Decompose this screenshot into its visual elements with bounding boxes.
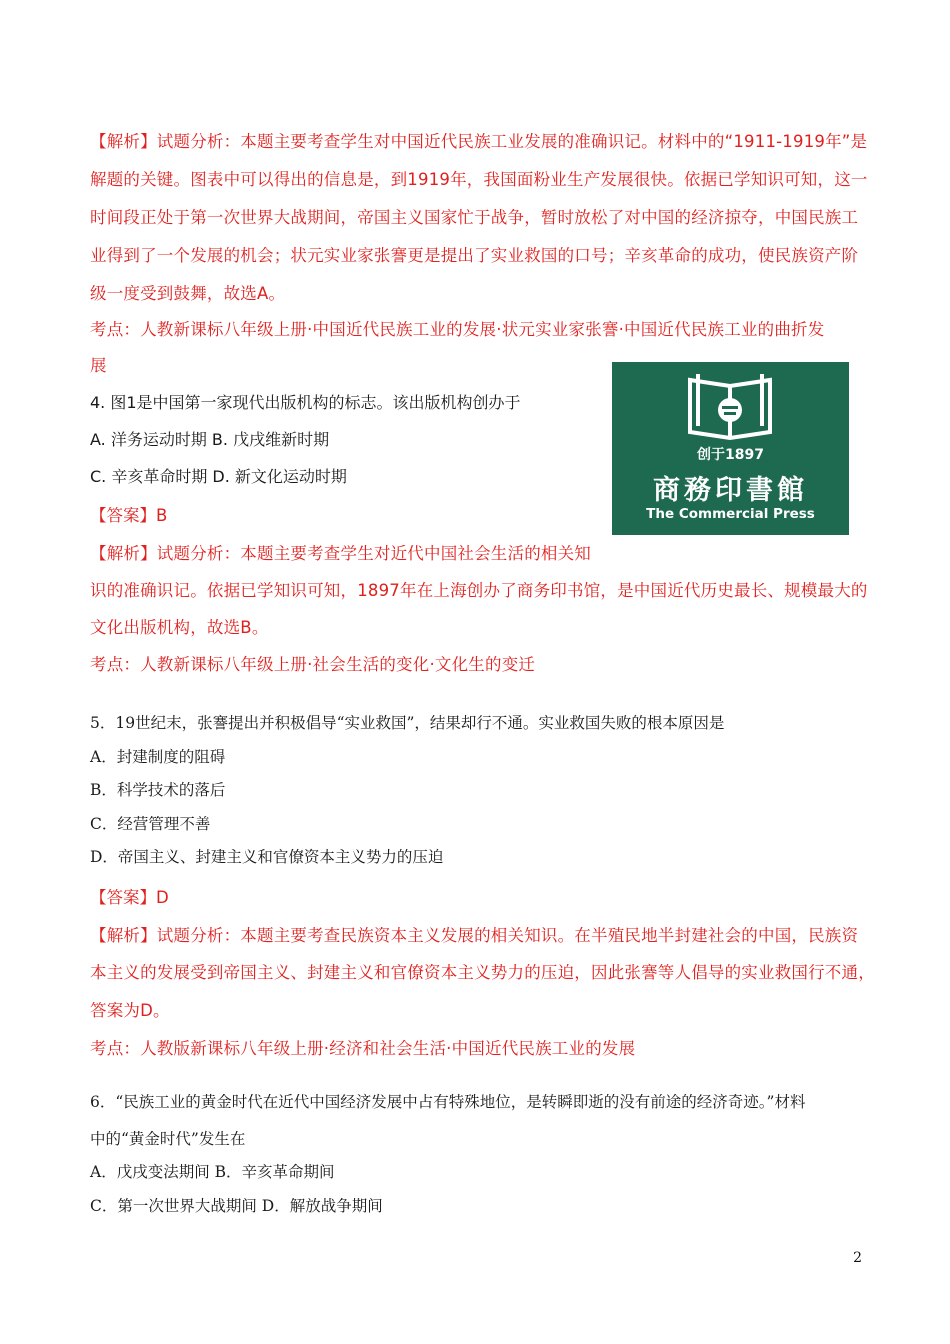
q5-option-a: A．封建制度的阻碍 [90,748,226,766]
logo-english-name: The Commercial Press [646,506,815,522]
q5-analysis-line-2: 本主义的发展受到帝国主义、封建主义和官僚资本主义势力的压迫，因此张謇等人倡导的实业救国行不通， [90,963,875,982]
q5-answer: 【答案】D [90,888,169,907]
commercial-press-logo [612,362,849,535]
q5-option-d: D．帝国主义、封建主义和官僚资本主义势力的压迫 [90,848,444,866]
q5-kaodian: 考点：人教版新课标八年级上册·经济和社会生活·中国近代民族工业的发展 [90,1039,636,1058]
q5-analysis-line-1: 【解析】试题分析：本题主要考查民族资本主义发展的相关知识。在半殖民地半封建社会的中国，民族资 [90,926,859,945]
q6-options-cd: C．第一次世界大战期间 D．解放战争期间 [90,1197,383,1215]
q4-options-ab: A. 洋务运动时期 B. 戊戌维新时期 [90,430,330,449]
q3-analysis-line-1: 【解析】试题分析：本题主要考查学生对中国近代民族工业发展的准确识记。材料中的“1911-1919年”是 [90,132,868,151]
q3-analysis-line-2: 解题的关键。图表中可以得出的信息是，到1919年，我国面粉业生产发展很快。依据已学知识可知，这一 [90,170,868,189]
q3-analysis-line-5: 级一度受到鼓舞，故选A。 [90,284,286,303]
q5-option-c: C．经营管理不善 [90,815,211,833]
q6-options-ab: A．戊戌变法期间 B．辛亥革命期间 [90,1163,335,1181]
q4-question: 4. 图1是中国第一家现代出版机构的标志。该出版机构创办于 [90,393,521,412]
q4-analysis-line-1: 【解析】试题分析：本题主要考查学生对近代中国社会生活的相关知 [90,544,591,563]
q4-options-cd: C. 辛亥革命时期 D. 新文化运动时期 [90,467,347,486]
logo-founded-text: 创于1897 [697,447,764,463]
q3-analysis-line-4: 业得到了一个发展的机会；状元实业家张謇更是提出了实业救国的口号；辛亥革命的成功，使民族资产阶 [90,246,859,265]
q3-kaodian-line-2: 展 [90,356,107,375]
q3-kaodian-line-1: 考点：人教新课标八年级上册·中国近代民族工业的发展·状元实业家张謇·中国近代民族工业的曲折发 [90,320,825,339]
q4-analysis-line-2: 识的准确识记。依据已学知识可知，1897年在上海创办了商务印书馆，是中国近代历史最长、规模最大的 [90,581,868,600]
q5-question: 5．19世纪末，张謇提出并积极倡导“实业救国”，结果却行不通。实业救国失败的根本原因是 [90,714,725,732]
q3-analysis-line-3: 时间段正处于第一次世界大战期间，帝国主义国家忙于战争，暂时放松了对中国的经济掠夺，中国民族工 [90,208,859,227]
logo-chinese-name: 商務印書館 [653,475,808,506]
q6-question-line-1: 6．“民族工业的黄金时代在近代中国经济发展中占有特殊地位，是转瞬即逝的没有前途的经济奇迹。”材料 [90,1093,806,1111]
page-number: 2 [853,1250,862,1266]
q4-analysis-line-3: 文化出版机构，故选B。 [90,618,269,637]
q6-question-line-2: 中的“黄金时代”发生在 [90,1130,246,1148]
q4-kaodian: 考点：人教新课标八年级上册·社会生活的变化·文化生的变迁 [90,655,536,674]
q4-answer: 【答案】B [90,506,168,525]
q5-analysis-line-3: 答案为D。 [90,1001,170,1020]
q5-option-b: B．科学技术的落后 [90,781,226,799]
